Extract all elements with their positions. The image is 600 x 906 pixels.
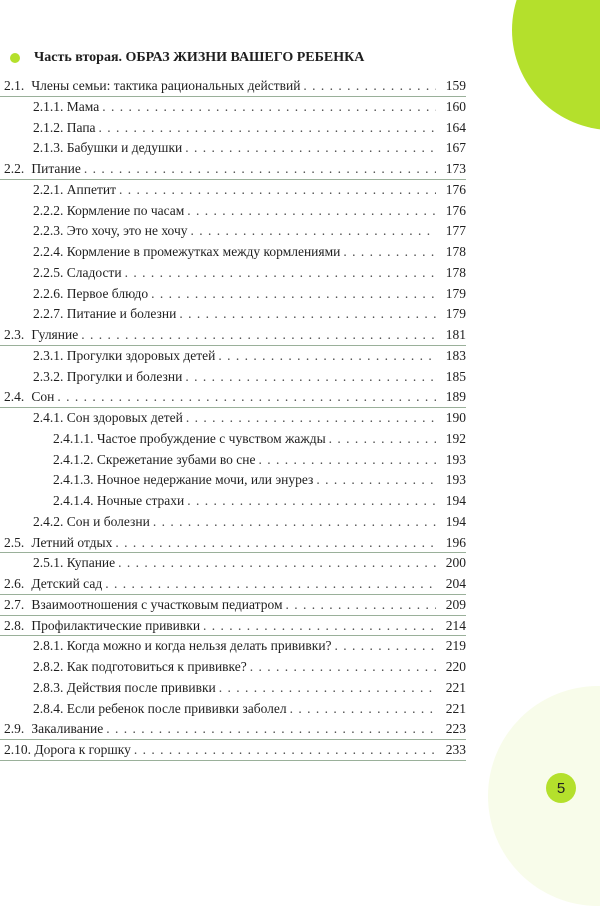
toc-entry-label — [33, 263, 125, 284]
toc-entry — [0, 97, 466, 118]
toc-entry-label — [53, 429, 329, 450]
dot-leader — [151, 284, 436, 305]
toc-entry-page: 221 — [445, 679, 466, 695]
toc-entry — [0, 180, 466, 201]
toc-entry-number: 2.2. — [4, 161, 25, 176]
toc-entry-number: 2.2.1. — [33, 181, 64, 197]
dot-leader — [153, 512, 436, 533]
toc-entry-label — [4, 159, 84, 180]
toc-entry-number: 2.5. — [4, 534, 25, 550]
toc-entry-number: 2.3. — [4, 327, 25, 342]
toc-entry-number: 2.5.1. — [33, 555, 64, 571]
dot-leader — [81, 325, 436, 346]
toc-entry-label — [33, 97, 102, 118]
toc-entry — [0, 284, 466, 305]
toc-entry-title: Закаливание — [31, 721, 104, 737]
toc-entry-page: 189 — [445, 389, 466, 405]
toc-entry-number: 2.3.1. — [33, 347, 64, 363]
toc-entry — [0, 242, 466, 263]
dot-leader — [102, 97, 436, 118]
toc-entry-title: Летний отдых — [31, 534, 113, 550]
part-title: Часть вторая. ОБРАЗ ЖИЗНИ ВАШЕГО РЕБЕНКА — [34, 50, 365, 65]
toc-entry-label — [53, 450, 258, 471]
dot-leader — [218, 346, 436, 367]
toc-entry-label — [33, 678, 219, 699]
toc-entry-number: 2.7. — [4, 596, 25, 612]
table-of-contents — [0, 76, 466, 761]
toc-entry-number: 2.2.4. — [33, 244, 64, 259]
toc-entry-title: Гуляние — [31, 327, 79, 342]
toc-entry-page: 167 — [445, 140, 466, 156]
toc-entry — [0, 574, 466, 595]
toc-entry-number: 2.1.2. — [33, 119, 64, 135]
toc-entry — [0, 408, 466, 429]
toc-entry-number: 2.2.2. — [33, 202, 64, 218]
toc-entry-title: Сладости — [66, 264, 122, 280]
toc-entry — [0, 595, 466, 616]
toc-entry-title: Питание — [31, 161, 81, 176]
toc-entry-title: Это хочу, это не хочу — [66, 223, 188, 239]
dot-leader — [106, 719, 436, 740]
decorative-circle-bottom — [488, 686, 600, 906]
toc-entry-number: 2.4.2. — [33, 513, 64, 529]
toc-entry-page: 179 — [445, 306, 466, 322]
toc-entry-label — [33, 118, 99, 139]
toc-entry-title: Бабушки и дедушки — [66, 140, 183, 156]
toc-entry — [0, 346, 466, 367]
toc-entry-page: 159 — [445, 78, 466, 93]
toc-entry-title: Члены семьи: тактика рациональных действий — [31, 78, 301, 93]
toc-entry-page: 214 — [445, 617, 466, 633]
toc-entry — [0, 678, 466, 699]
toc-entry-number: 2.2.7. — [33, 306, 64, 322]
toc-entry-page: 185 — [445, 368, 466, 384]
toc-entry-title: Аппетит — [66, 181, 116, 197]
toc-entry-title: Сон — [31, 389, 55, 405]
toc-entry-number: 2.10. — [4, 742, 31, 757]
dot-leader — [125, 263, 436, 284]
toc-entry — [0, 221, 466, 242]
toc-entry-label — [53, 491, 187, 512]
toc-entry-page: 220 — [445, 659, 466, 674]
toc-entry-page: 164 — [445, 119, 466, 135]
toc-entry-title: Купание — [66, 555, 116, 571]
toc-entry-title: Детский сад — [31, 576, 103, 591]
toc-entry-title: Мама — [66, 98, 100, 114]
toc-entry-page: 179 — [445, 285, 466, 301]
toc-entry-label — [4, 387, 57, 408]
toc-entry-label — [33, 201, 187, 222]
dot-leader — [250, 657, 436, 678]
toc-entry-label — [4, 740, 134, 761]
toc-entry-title: Профилактические прививки — [31, 617, 201, 633]
dot-leader — [115, 533, 436, 554]
page-number-badge — [546, 773, 576, 803]
toc-entry-number: 2.2.3. — [33, 223, 64, 239]
toc-entry-title: Действия после прививки — [66, 679, 216, 695]
toc-entry-number: 2.8.2. — [33, 659, 64, 674]
bullet-dot-icon — [10, 53, 20, 63]
toc-entry-label — [33, 304, 179, 325]
toc-entry — [0, 512, 466, 533]
toc-entry-page: 193 — [445, 451, 466, 467]
toc-entry-number: 2.4. — [4, 389, 25, 405]
toc-entry-page: 178 — [445, 264, 466, 280]
toc-entry-label — [4, 595, 286, 616]
toc-entry — [0, 76, 466, 97]
toc-entry-title: Дорога к горшку — [34, 742, 131, 757]
toc-entry-page: 181 — [445, 327, 466, 342]
toc-entry-page: 194 — [445, 513, 466, 529]
toc-entry-page: 196 — [445, 534, 466, 550]
toc-entry-label — [53, 470, 316, 491]
toc-entry — [0, 470, 466, 491]
dot-leader — [186, 408, 436, 429]
toc-entry-page: 223 — [445, 721, 466, 737]
toc-entry-label — [33, 367, 185, 388]
toc-entry-number: 2.8.1. — [33, 638, 64, 654]
toc-entry-number: 2.4.1.1. — [53, 430, 94, 446]
toc-entry — [0, 657, 466, 678]
toc-entry-label — [4, 76, 303, 97]
toc-entry-title: Скрежетание зубами во сне — [96, 451, 256, 467]
toc-entry-page: 176 — [445, 202, 466, 218]
toc-entry-label — [4, 574, 105, 595]
toc-entry-number: 2.4.1.2. — [53, 451, 94, 467]
toc-entry-page: 204 — [445, 576, 466, 591]
toc-entry-title: Кормление в промежутках между кормлениями — [66, 244, 341, 259]
dot-leader — [343, 242, 436, 263]
toc-entry-number: 2.3.2. — [33, 368, 64, 384]
toc-entry — [0, 553, 466, 574]
toc-entry-label — [33, 699, 290, 720]
toc-entry-label — [33, 512, 153, 533]
toc-entry-page: 192 — [445, 430, 466, 446]
toc-entry — [0, 429, 466, 450]
part-heading — [10, 47, 460, 69]
dot-leader — [303, 76, 436, 97]
toc-entry-label — [4, 719, 106, 740]
toc-entry-label — [33, 657, 250, 678]
toc-entry-label — [33, 180, 119, 201]
toc-entry — [0, 740, 466, 761]
dot-leader — [316, 470, 436, 491]
toc-entry-page: 173 — [445, 161, 466, 176]
toc-entry-number: 2.1.1. — [33, 98, 64, 114]
toc-entry — [0, 616, 466, 637]
toc-entry-title: Если ребенок после прививки заболел — [66, 700, 287, 716]
dot-leader — [185, 138, 436, 159]
row-divider — [0, 760, 466, 761]
toc-entry-title: Первое блюдо — [66, 285, 149, 301]
toc-entry — [0, 118, 466, 139]
toc-entry-label — [33, 553, 118, 574]
toc-entry-label — [33, 138, 185, 159]
toc-entry-title: Сон и болезни — [66, 513, 150, 529]
toc-entry-number: 2.8.4. — [33, 700, 64, 716]
dot-leader — [185, 367, 436, 388]
toc-entry-title: Как подготовиться к прививке? — [66, 659, 247, 674]
toc-entry-label — [4, 325, 81, 346]
toc-entry-number: 2.8.3. — [33, 679, 64, 695]
toc-entry-label — [33, 408, 186, 429]
dot-leader — [286, 595, 437, 616]
dot-leader — [119, 180, 436, 201]
toc-entry-page: 176 — [445, 181, 466, 197]
dot-leader — [105, 574, 436, 595]
decorative-circle-top — [512, 0, 600, 130]
toc-entry-page: 183 — [445, 347, 466, 363]
dot-leader — [179, 304, 436, 325]
toc-entry-page: 177 — [445, 223, 466, 239]
toc-entry-label — [33, 221, 191, 242]
toc-entry-page: 200 — [445, 555, 466, 571]
toc-entry-number: 2.9. — [4, 721, 25, 737]
toc-entry — [0, 263, 466, 284]
toc-entry-title: Ночные страхи — [96, 493, 185, 508]
toc-entry — [0, 325, 466, 346]
toc-entry — [0, 636, 466, 657]
toc-entry-title: Когда можно и когда нельзя делать прививки? — [66, 638, 332, 654]
toc-entry-number: 2.4.1. — [33, 410, 64, 425]
toc-entry — [0, 159, 466, 180]
toc-entry-number: 2.1.3. — [33, 140, 64, 156]
dot-leader — [191, 221, 437, 242]
toc-entry-title: Сон здоровых детей — [66, 410, 183, 425]
dot-leader — [118, 553, 436, 574]
toc-entry — [0, 719, 466, 740]
dot-leader — [57, 387, 436, 408]
toc-entry-label — [33, 346, 218, 367]
dot-leader — [258, 450, 436, 471]
dot-leader — [84, 159, 436, 180]
toc-entry-title: Прогулки и болезни — [66, 368, 183, 384]
toc-entry-title: Кормление по часам — [66, 202, 185, 218]
toc-entry-title: Частое пробуждение с чувством жажды — [96, 430, 326, 446]
dot-leader — [134, 740, 436, 761]
toc-entry-number: 2.6. — [4, 576, 25, 591]
toc-entry-number: 2.4.1.4. — [53, 493, 94, 508]
toc-entry-page: 219 — [445, 638, 466, 654]
toc-entry-title: Взаимоотношения с участковым педиатром — [31, 596, 283, 612]
toc-entry-label — [33, 284, 151, 305]
dot-leader — [99, 118, 436, 139]
toc-entry — [0, 533, 466, 554]
toc-entry-label — [4, 616, 203, 637]
toc-entry — [0, 138, 466, 159]
toc-entry-page: 193 — [445, 472, 466, 488]
toc-entry-number: 2.1. — [4, 78, 25, 93]
toc-entry-title: Прогулки здоровых детей — [66, 347, 216, 363]
toc-entry-page: 160 — [445, 98, 466, 114]
toc-entry-page: 209 — [445, 596, 466, 612]
toc-entry-number: 2.2.5. — [33, 264, 64, 280]
toc-entry-page: 221 — [445, 700, 466, 716]
toc-entry-page: 190 — [445, 410, 466, 425]
toc-entry-label — [33, 242, 343, 263]
toc-entry-number: 2.8. — [4, 617, 25, 633]
dot-leader — [335, 636, 436, 657]
toc-entry-page: 233 — [445, 742, 466, 757]
toc-entry — [0, 304, 466, 325]
toc-entry-page: 178 — [445, 244, 466, 259]
toc-entry-title: Папа — [66, 119, 96, 135]
dot-leader — [187, 201, 436, 222]
toc-entry — [0, 450, 466, 471]
toc-entry — [0, 699, 466, 720]
toc-entry — [0, 387, 466, 408]
toc-entry-label — [4, 533, 115, 554]
page-number: 5 — [556, 779, 566, 797]
toc-entry-number: 2.2.6. — [33, 285, 64, 301]
toc-entry-page: 194 — [445, 493, 466, 508]
toc-entry — [0, 491, 466, 512]
dot-leader — [329, 429, 436, 450]
toc-entry — [0, 367, 466, 388]
dot-leader — [203, 616, 436, 637]
toc-entry-number: 2.4.1.3. — [53, 472, 94, 488]
dot-leader — [290, 699, 436, 720]
dot-leader — [219, 678, 436, 699]
dot-leader — [187, 491, 436, 512]
toc-entry-title: Ночное недержание мочи, или энурез — [96, 472, 314, 488]
toc-entry-title: Питание и болезни — [66, 306, 177, 322]
toc-entry-label — [33, 636, 335, 657]
toc-entry — [0, 201, 466, 222]
